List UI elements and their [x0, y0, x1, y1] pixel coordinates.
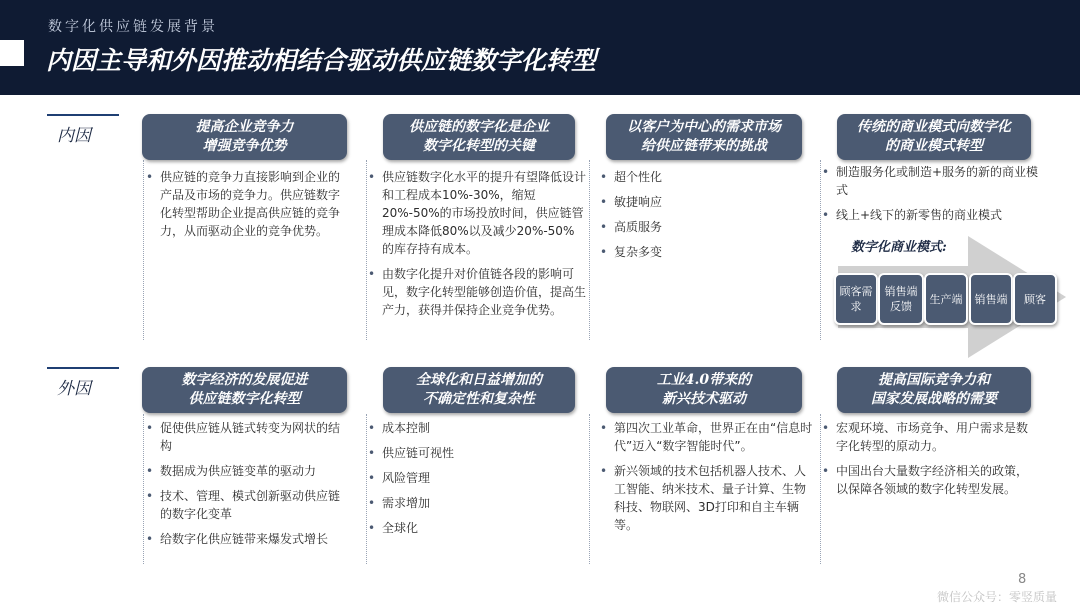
internal-label-rule: [47, 114, 119, 116]
list-item: • 复杂多变: [598, 243, 798, 261]
model-step-sales: 销售端: [969, 273, 1013, 325]
model-step-customer-demand: 顾客需求: [834, 273, 878, 325]
model-step-production: 生产端: [924, 273, 968, 325]
watermark-text: 微信公众号：零竖质量: [937, 590, 1058, 604]
divider-line: [589, 160, 590, 340]
list-item: • 需求增加: [366, 494, 576, 512]
list-item: • 新兴领域的技术包括机器人技术、人工智能、纳米技术、量子计算、生物科技、物联网、3D打印和自主车辆等。: [598, 462, 813, 534]
list-item: • 促使供应链从链式转变为网状的结构: [144, 419, 349, 455]
internal-factor-1-bullets: [144, 168, 344, 247]
list-item: • 第四次工业革命，世界正在由“信息时代”迈入“数字智能时代”。: [598, 419, 813, 455]
digital-model-label: 数字化商业模式:: [851, 240, 947, 255]
external-factor-3-bullets: [598, 419, 813, 541]
list-item: • 供应链可视性: [366, 444, 576, 462]
list-item: • 线上+线下的新零售的商业模式: [820, 206, 1040, 224]
model-step-sales-feedback: 销售端反馈: [878, 273, 924, 325]
page-number: 8: [1018, 572, 1027, 587]
external-factor-1-bullets: [144, 419, 349, 555]
divider-line: [589, 414, 590, 564]
external-factor-4-bullets: [820, 419, 1035, 505]
list-item: • 高质服务: [598, 218, 798, 236]
external-factor-4-title: 提高国际竞争力和 国家发展战略的需要: [837, 367, 1031, 413]
external-factor-3-title: 工业4.0带来的 新兴技术驱动: [606, 367, 802, 413]
header-banner: [0, 0, 1080, 95]
list-item: • 供应链的竞争力直接影响到企业的产品及市场的竞争力。供应链数字化转型帮助企业提高供应链的竞争力，从而驱动企业的竞争优势。: [144, 168, 344, 240]
internal-factor-3-bullets: [598, 168, 798, 268]
internal-factor-1-title: 提高企业竞争力 增强竞争优势: [142, 114, 347, 160]
external-factor-2-bullets: [366, 419, 576, 544]
list-item: • 敏捷响应: [598, 193, 798, 211]
internal-factor-4-bullets: [820, 163, 1040, 231]
internal-factors-label: 内因: [57, 126, 91, 146]
internal-factor-2-bullets: [366, 168, 586, 326]
list-item: • 中国出台大量数字经济相关的政策，以保障各领域的数字化转型发展。: [820, 462, 1035, 498]
external-factor-2-title: 全球化和日益增加的 不确定性和复杂性: [383, 367, 575, 413]
list-item: • 供应链数字化水平的提升有望降低设计和工程成本10%-30%，缩短20%-50%的市场投放时间，供应链管理成本降低80%以及减少20%-50%的库存持有成本。: [366, 168, 586, 258]
internal-factor-3-title: 以客户为中心的需求市场 给供应链带来的挑战: [606, 114, 802, 160]
page-title: 内因主导和外因推动相结合驱动供应链数字化转型: [46, 46, 597, 75]
list-item: • 给数字化供应链带来爆发式增长: [144, 530, 349, 548]
external-factor-1-title: 数字经济的发展促进 供应链数字化转型: [142, 367, 347, 413]
section-title: 数字化供应链发展背景: [48, 19, 218, 35]
header-accent-bar: [0, 40, 24, 66]
list-item: • 全球化: [366, 519, 576, 537]
internal-factor-2-title: 供应链的数字化是企业 数字化转型的关键: [383, 114, 575, 160]
external-factors-label: 外因: [57, 379, 91, 399]
model-step-customer: 顾客: [1013, 273, 1057, 325]
list-item: • 数据成为供应链变革的驱动力: [144, 462, 349, 480]
list-item: • 制造服务化或制造+服务的新的商业模式: [820, 163, 1040, 199]
internal-factor-4-title: 传统的商业模式向数字化 的商业模式转型: [837, 114, 1031, 160]
list-item: • 宏观环境、市场竞争、用户需求是数字化转型的原动力。: [820, 419, 1035, 455]
list-item: • 技术、管理、模式创新驱动供应链的数字化变革: [144, 487, 349, 523]
list-item: • 超个性化: [598, 168, 798, 186]
list-item: • 风险管理: [366, 469, 576, 487]
external-label-rule: [47, 367, 119, 369]
list-item: • 成本控制: [366, 419, 576, 437]
list-item: • 由数字化提升对价值链各段的影响可见，数字化转型能够创造价值，提高生产力，获得并保持企业竞争优势。: [366, 265, 586, 319]
